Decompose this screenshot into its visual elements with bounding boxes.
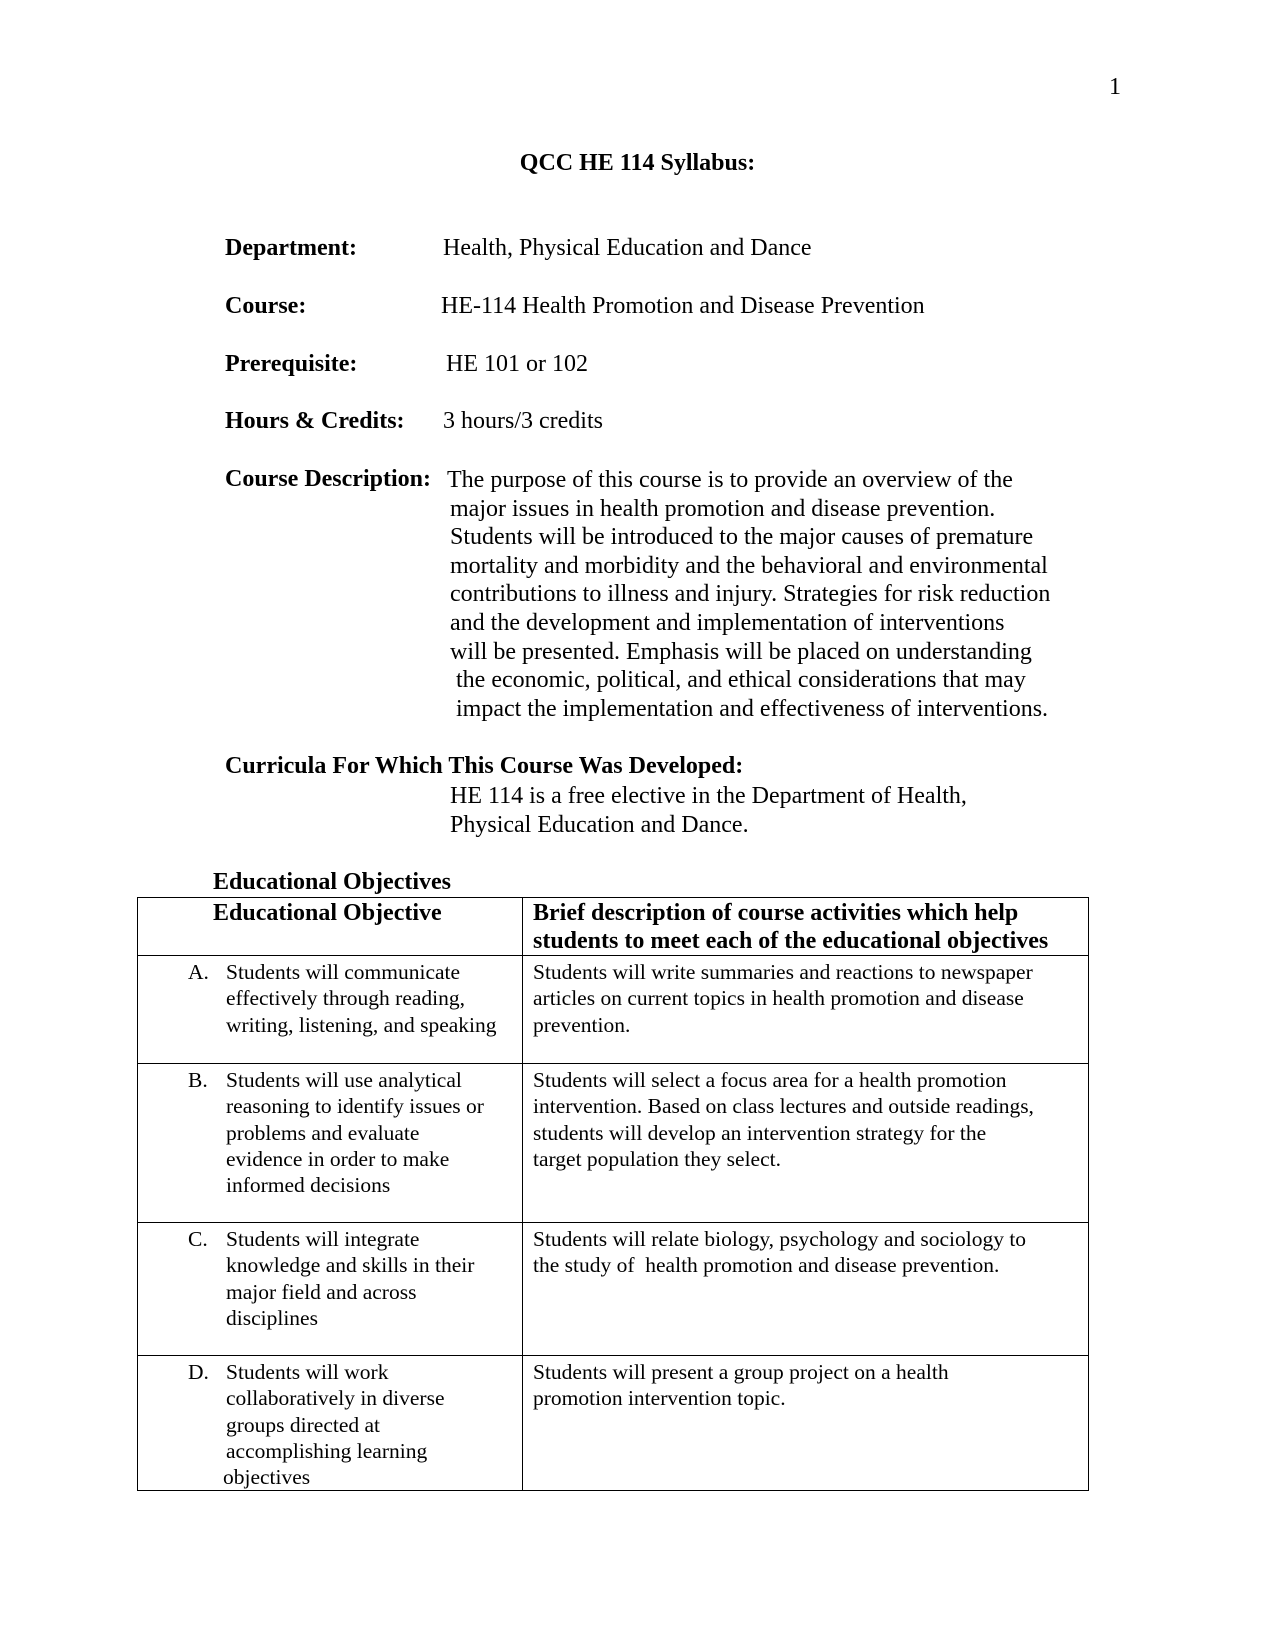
department-label: Department: xyxy=(225,235,357,261)
objective-line: disciplines xyxy=(226,1305,318,1330)
department-value: Health, Physical Education and Dance xyxy=(443,235,812,261)
document-title: QCC HE 114 Syllabus: xyxy=(519,150,756,176)
curricula-text xyxy=(450,782,967,839)
activity-cell xyxy=(523,1223,1089,1356)
objective-line: Students will communicate xyxy=(226,960,461,984)
course-value: HE-114 Health Promotion and Disease Prevention xyxy=(441,293,925,319)
objective-line: accomplishing learning xyxy=(226,1438,428,1463)
objective-line: reasoning to identify issues or xyxy=(226,1094,484,1119)
header-line: Brief description of course activities which help xyxy=(533,900,1019,926)
activity-cell xyxy=(523,1064,1089,1223)
objective-line: Students will work xyxy=(226,1360,389,1384)
objective-cell xyxy=(138,1064,523,1223)
objective-line: major field and across xyxy=(226,1279,417,1304)
page-number: 1 xyxy=(1109,74,1121,100)
activity-cell xyxy=(523,1356,1089,1491)
prerequisite-label: Prerequisite: xyxy=(225,351,358,377)
description-line: the economic, political, and ethical considerations that may xyxy=(450,667,1026,694)
activity-line: students will develop an intervention strategy for the xyxy=(533,1120,987,1145)
objective-letter: A. xyxy=(188,960,209,984)
objective-line: effectively through reading, xyxy=(226,986,465,1011)
objective-cell xyxy=(138,956,523,1064)
objective-cell xyxy=(138,1356,523,1491)
table-row xyxy=(138,1223,1089,1356)
objective-line: evidence in order to make xyxy=(226,1146,450,1171)
objective-letter: C. xyxy=(188,1227,208,1251)
activity-line: prevention. xyxy=(533,1012,631,1037)
hours-credits-label: Hours & Credits: xyxy=(225,408,405,434)
curricula-heading: Curricula For Which This Course Was Developed: xyxy=(225,753,744,779)
objective-line: informed decisions xyxy=(226,1173,391,1198)
objective-letter: D. xyxy=(188,1360,209,1384)
objectives-heading: Educational Objectives xyxy=(213,869,451,895)
course-description-text xyxy=(443,466,1050,723)
activity-line: target population they select. xyxy=(533,1146,781,1171)
activity-line: Students will select a focus area for a health promotion xyxy=(533,1068,1007,1092)
header-line: students to meet each of the educational objectives xyxy=(533,928,1049,954)
description-line: mortality and morbidity and the behavioral and environmental xyxy=(450,552,1048,579)
objectives-table xyxy=(137,897,1089,1491)
table-header-row xyxy=(138,898,1089,956)
column-header-activities xyxy=(523,898,1089,956)
table-row xyxy=(138,956,1089,1064)
activity-line: the study of health promotion and disease prevention. xyxy=(533,1253,1000,1278)
objective-line: knowledge and skills in their xyxy=(226,1253,475,1278)
objective-line: writing, listening, and speaking xyxy=(226,1012,497,1037)
objective-letter: B. xyxy=(188,1068,208,1092)
objective-line: Students will integrate xyxy=(226,1227,420,1251)
curricula-line: HE 114 is a free elective in the Department of Health, xyxy=(450,783,967,809)
description-line: The purpose of this course is to provide an overview of the xyxy=(447,467,1013,493)
objective-line: Students will use analytical xyxy=(226,1068,462,1092)
activity-cell xyxy=(523,956,1089,1064)
curricula-line: Physical Education and Dance. xyxy=(450,811,749,838)
hours-credits-value: 3 hours/3 credits xyxy=(443,408,603,434)
table-row xyxy=(138,1064,1089,1223)
objective-line: problems and evaluate xyxy=(226,1120,420,1145)
objective-cell xyxy=(138,1223,523,1356)
description-line: will be presented. Emphasis will be placed on understanding xyxy=(450,638,1032,665)
activity-line: Students will write summaries and reactions to newspaper xyxy=(533,960,1033,984)
description-line: major issues in health promotion and disease prevention. xyxy=(450,495,996,522)
activity-line: Students will present a group project on a health xyxy=(533,1360,949,1384)
objective-line: objectives xyxy=(223,1465,311,1490)
table-row xyxy=(138,1356,1089,1491)
objective-line: groups directed at xyxy=(226,1412,381,1437)
activity-line: intervention. Based on class lectures and outside readings, xyxy=(533,1094,1034,1119)
description-line: Students will be introduced to the major causes of premature xyxy=(450,524,1034,551)
activity-line: promotion intervention topic. xyxy=(533,1386,786,1411)
course-label: Course: xyxy=(225,293,307,319)
activity-line: articles on current topics in health promotion and disease xyxy=(533,986,1024,1011)
column-header-objective: Educational Objective xyxy=(138,898,523,956)
course-description-label: Course Description: xyxy=(225,466,431,492)
prerequisite-value: HE 101 or 102 xyxy=(446,351,588,377)
objective-line: collaboratively in diverse xyxy=(226,1386,445,1411)
description-line: and the development and implementation of interventions xyxy=(450,609,1005,636)
description-line: impact the implementation and effectiveness of interventions. xyxy=(450,695,1049,722)
activity-line: Students will relate biology, psychology and sociology to xyxy=(533,1227,1027,1251)
description-line: contributions to illness and injury. Strategies for risk reduction xyxy=(450,581,1051,608)
